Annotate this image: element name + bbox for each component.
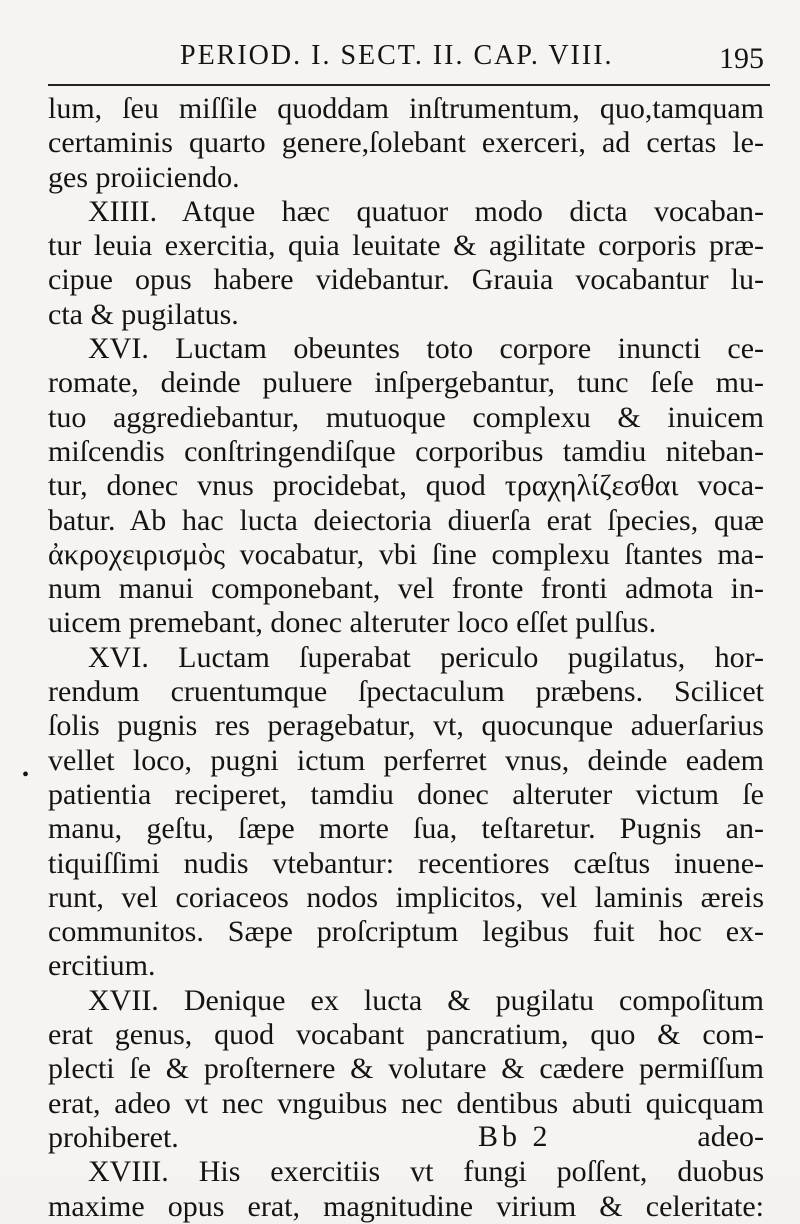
text-line: tuo aggrediebantur, mutuoque complexu & inuicem xyxy=(48,400,764,434)
text-line: runt, vel coriaceos nodos implicitos, vel laminis æreis xyxy=(48,880,764,914)
text-line: communitos. Sæpe proſcriptum legibus fuit hoc ex- xyxy=(48,915,764,949)
text-line: miſcendis conſtringendiſque corporibus tamdiu niteban- xyxy=(48,434,764,468)
text-line: erat, adeo vt nec vnguibus nec dentibus abuti quicquam xyxy=(48,1086,764,1120)
page-number: 195 xyxy=(719,42,764,75)
text-line: manu, geſtu, ſæpe morte ſua, teſtaretur. Pugnis an- xyxy=(48,812,764,846)
text-line: cta & pugilatus. xyxy=(48,297,239,331)
text-line: romate, deinde puluere inſpergebantur, tunc ſeſe mu- xyxy=(48,366,764,400)
text-line: ἀκροχειρισμὸς vocabatur, vbi ſine complexu ſtantes ma- xyxy=(48,537,764,571)
text-line: rendum cruentumque ſpectaculum præbens. Scilicet xyxy=(48,675,764,709)
text-line: num manui componebant, vel fronte fronti admota in- xyxy=(48,572,764,606)
text-line: vellet loco, pugni ictum perferret vnus, deinde eadem xyxy=(48,743,764,777)
page-footer xyxy=(48,1120,764,1160)
text-line: tiquiſſimi nudis vtebantur: recentiores cæſtus inuene- xyxy=(48,846,764,880)
text-line: prohiberet. xyxy=(48,1120,179,1154)
text-line: batur. Ab hac lucta deiectoria diuerſa erat ſpecies, quæ xyxy=(48,503,764,537)
text-line: plecti ſe & proſternere & volutare & cædere permiſſum xyxy=(48,1052,764,1086)
text-line: patientia reciperet, tamdiu donec alteruter victum ſe xyxy=(48,777,764,811)
text-line: XVII. Denique ex lucta & pugilatu compoſitum xyxy=(88,983,764,1017)
text-line: erat genus, quod vocabant pancratium, quo & com- xyxy=(48,1018,764,1052)
text-line: XVIII. His exercitiis vt fungi poſſent, duobus xyxy=(88,1155,764,1189)
page-body xyxy=(48,92,764,1224)
text-line: ſolis pugnis res peragebatur, vt, quocunque aduerſarius xyxy=(48,709,764,743)
running-head: PERIOD. I. SECT. II. CAP. VIII. xyxy=(180,40,614,71)
page-header xyxy=(48,28,770,86)
text-line: ercitium. xyxy=(48,949,156,983)
text-line: XIIII. Atque hæc quatuor modo dicta vocaban- xyxy=(88,194,764,228)
text-line: certaminis quarto genere,ſolebant exerceri, ad certas le- xyxy=(48,126,764,160)
text-line: uicem premebant, donec alteruter loco eſſet pulſus. xyxy=(48,606,657,640)
text-line: tur, donec vnus procidebat, quod τραχηλίζεσθαι voca- xyxy=(48,469,764,503)
signature-mark: Bb 2 xyxy=(478,1120,552,1153)
text-line: ges proiiciendo. xyxy=(48,160,240,194)
text-line: cipue opus habere videbantur. Grauia vocabantur lu- xyxy=(48,263,764,297)
text-line: lum, ſeu miſſile quoddam inſtrumentum, quo,tamquam xyxy=(48,92,764,125)
text-line: XVI. Luctam obeuntes toto corpore inuncti ce- xyxy=(88,332,764,366)
text-line: XVI. Luctam ſuperabat periculo pugilatus, hor- xyxy=(88,640,764,674)
text-line: tur leuia exercitia, quia leuitate & agilitate corporis præ- xyxy=(48,229,764,263)
margin-mark: • xyxy=(22,764,30,786)
text-line: maxime opus erat, magnitudine virium & celeritate: xyxy=(48,1189,764,1223)
catchword: adeo- xyxy=(697,1120,764,1153)
